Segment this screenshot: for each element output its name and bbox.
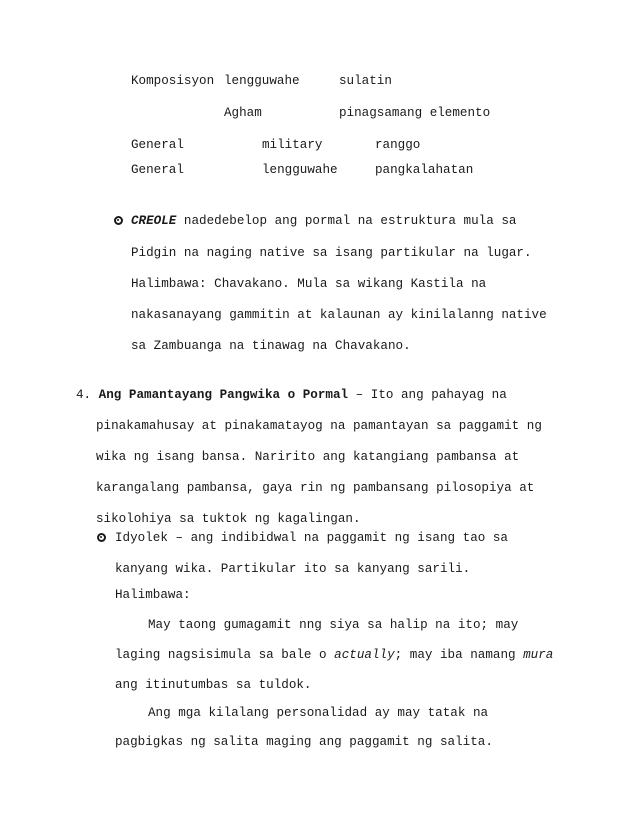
paragraph-line: wika ng isang bansa. Naririto ang katangiang pambansa at: [96, 450, 520, 464]
creole-line: Pidgin na naging native sa isang partikular na lugar.: [131, 246, 532, 260]
table-cell: lengguwahe: [224, 74, 300, 88]
table-cell: Agham: [224, 106, 262, 120]
section-number: 4.: [76, 388, 92, 402]
table-cell: pinagsamang elemento: [339, 106, 491, 120]
table-cell: General: [131, 163, 184, 177]
creole-line: [131, 213, 516, 229]
example-line: pagbigkas ng salita maging ang paggamit ng salita.: [115, 735, 493, 749]
creole-line: sa Zambuanga na tinawag na Chavakano.: [131, 339, 411, 353]
paragraph-line: karangalang pambansa, gaya rin ng pambansang pilosopiya at: [96, 481, 535, 495]
table-cell: pangkalahatan: [375, 163, 474, 177]
example-italic: mura: [523, 648, 554, 662]
table-cell: Komposisyon: [131, 74, 215, 88]
example-text: ; may iba namang: [394, 648, 524, 662]
section-title: Ang Pamantayang Pangwika o Pormal: [91, 388, 349, 402]
idyolek-line: Halimbawa:: [115, 588, 191, 602]
example-line: ang itinutumbas sa tuldok.: [115, 678, 312, 692]
idyolek-line: Idyolek – ang indibidwal na paggamit ng isang tao sa: [115, 531, 508, 545]
example-text: laging nagsisimula sa bale o: [115, 648, 335, 662]
example-line: May taong gumagamit nng siya sa halip na ito; may: [148, 618, 519, 632]
paragraph-line: pinakamahusay at pinakamatayog na pamantayan sa paggamit ng: [96, 419, 542, 433]
creole-term: CREOLE: [131, 214, 177, 228]
creole-line: Halimbawa: Chavakano. Mula sa wikang Kastila na: [131, 277, 487, 291]
table-cell: General: [131, 138, 184, 152]
example-line: [115, 647, 553, 663]
table-cell: lengguwahe: [262, 163, 338, 177]
paragraph-line: sikolohiya sa tuktok ng kagalingan.: [96, 512, 361, 526]
bullet-icon: [97, 533, 106, 542]
creole-line: nakasanayang gammitin at kalaunan ay kinilalanng native: [131, 308, 547, 322]
creole-text: nadedebelop ang pormal na estruktura mula sa: [176, 214, 517, 228]
section-text: – Ito ang pahayag na: [348, 388, 507, 402]
table-cell: sulatin: [339, 74, 392, 88]
section-heading-line: [76, 387, 507, 403]
bullet-icon: [114, 216, 123, 225]
table-cell: ranggo: [375, 138, 421, 152]
example-italic: actually: [334, 648, 395, 662]
idyolek-line: kanyang wika. Partikular ito sa kanyang sarili.: [115, 562, 471, 576]
table-cell: military: [262, 138, 323, 152]
example-line: Ang mga kilalang personalidad ay may tatak na: [148, 706, 489, 720]
